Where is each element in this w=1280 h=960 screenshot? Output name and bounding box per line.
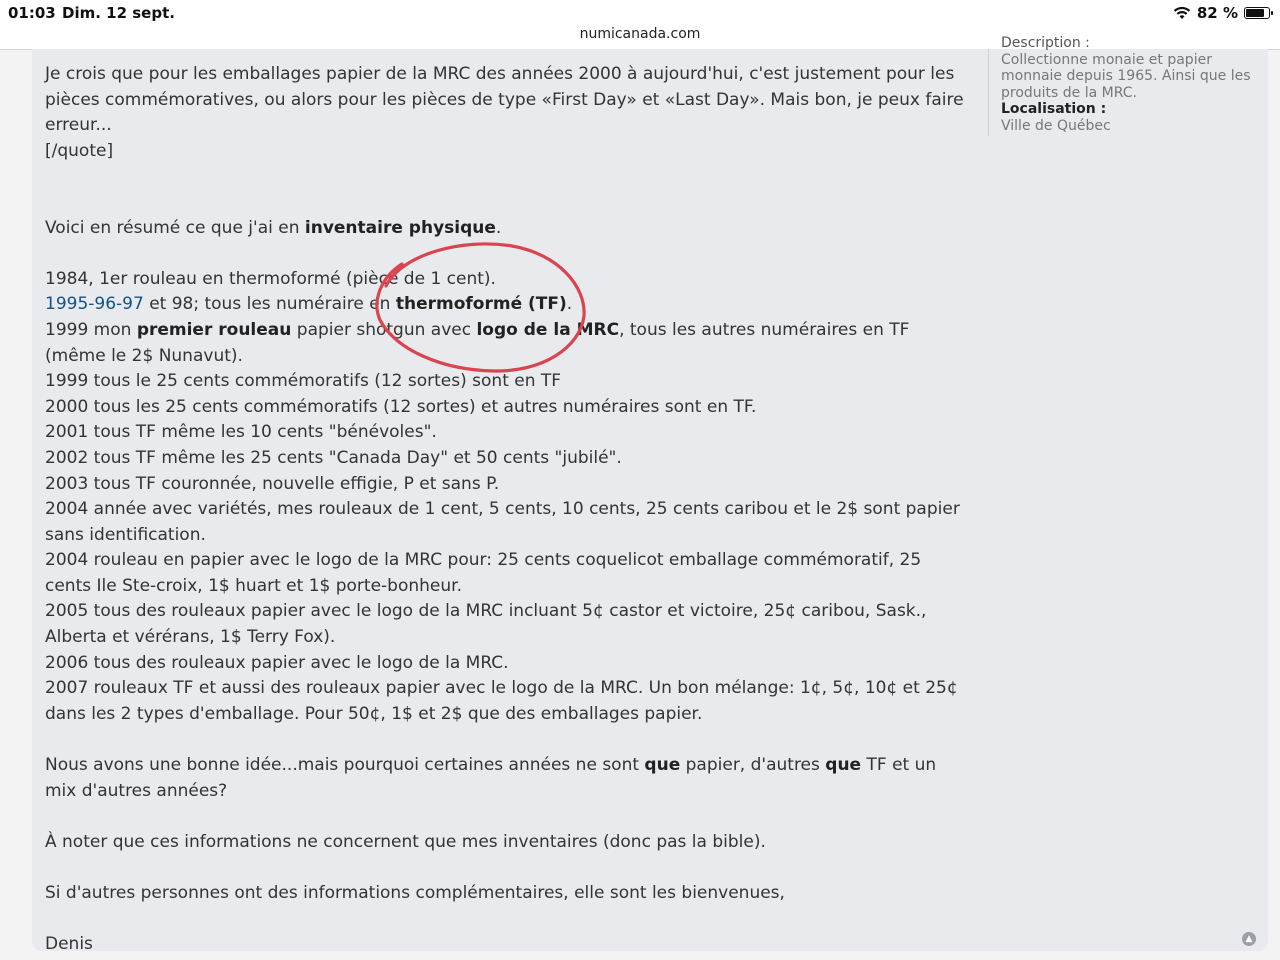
line-2000: 2000 tous les 25 cents commémoratifs (12 sortes) et autres numéraires sont en TF. (45, 396, 757, 417)
line-2002: 2002 tous TF même les 25 cents "Canada Day" et 50 cents "jubilé". (45, 447, 622, 468)
line-1984: 1984, 1er rouleau en thermoformé (pièce de 1 cent). (45, 268, 496, 289)
author-profile (988, 35, 1258, 136)
battery-percentage: 82 % (1196, 4, 1238, 22)
years-link[interactable]: 1995-96-97 (45, 294, 144, 315)
status-time: 01:03 (8, 4, 56, 22)
wifi-icon (1173, 6, 1191, 20)
line-2004-paper: 2004 rouleau en papier avec le logo de la MRC pour: 25 cents coquelicot emballage commémoratif, 25 cents Ile Ste-croix, 1$ huart et 1$ porte-bonheur. (45, 550, 922, 596)
line-1999-first-roll: 1999 mon premier rouleau papier shotgun avec logo de la MRC, tous les autres numéraires en TF (même le 2$ Nunavut). (45, 319, 910, 366)
line-1999-commemoratives: 1999 tous le 25 cents commémoratifs (12 sortes) sont en TF (45, 371, 562, 392)
question-line: Nous avons une bonne idée...mais pourquoi certaines années ne sont que papier, d'autres que TF et un mix d'autres années? (45, 755, 937, 801)
post-content (45, 62, 970, 958)
note-line: À noter que ces informations ne concernent que mes inventaires (donc pas la bible). (45, 831, 766, 852)
line-2005: 2005 tous des rouleaux papier avec le logo de la MRC incluant 5¢ castor et victoire, 25¢ caribou, Sask., Alberta et vérérans, 1$ Terry Fox). (45, 601, 927, 648)
url-text: numicanada.com (579, 26, 701, 42)
battery-level (1246, 9, 1264, 17)
battery-icon (1244, 7, 1270, 19)
profile-description-label: Description : (1001, 35, 1090, 51)
welcome-line: Si d'autres personnes ont des informations complémentaires, elle sont les bienvenues, (45, 883, 785, 903)
line-2004-varieties: 2004 année avec variétés, mes rouleaux de 1 cent, 5 cents, 10 cents, 25 cents caribou et le 2$ sont papier sans identification. (45, 499, 960, 545)
profile-location-label: Localisation : (1001, 101, 1107, 117)
intro-line: Voici en résumé ce que j'ai en inventaire physique. (45, 217, 502, 238)
profile-description: Collectionne monaie et papier monnaie depuis 1965. Ainsi que les produits de la MRC. (1001, 51, 1251, 101)
signature: Denis (45, 934, 93, 955)
status-date: Dim. 12 sept. (62, 4, 175, 22)
line-2003: 2003 tous TF couronnée, nouvelle effigie, P et sans P. (45, 473, 500, 494)
line-2006: 2006 tous des rouleaux papier avec le logo de la MRC. (45, 652, 509, 673)
line-2001: 2001 tous TF même les 10 cents "bénévoles". (45, 422, 437, 443)
scroll-top-icon[interactable]: ▲ (1242, 932, 1256, 946)
quote-end-tag: [/quote] (45, 140, 114, 161)
line-2007: 2007 rouleaux TF et aussi des rouleaux papier avec le logo de la MRC. Un bon mélange: 1¢, 5¢, 10¢ et 25¢ dans les 2 types d'emballage. Pour 50¢, 1$ et 2$ que des emballages papier. (45, 678, 958, 724)
status-indicators (1173, 4, 1270, 22)
profile-location: Ville de Québec (1001, 117, 1111, 134)
line-1995: 1995-96-97 et 98; tous les numéraire en thermoformé (TF). (45, 294, 573, 315)
quoted-text: Je crois que pour les emballages papier de la MRC des années 2000 à aujourd'hui, c'est justement pour les pièces commémoratives, ou alors pour les pièces de type «First Day» et «Last Day». Mais bon, je peux faire erreur... (45, 64, 964, 136)
status-bar (0, 0, 1280, 26)
